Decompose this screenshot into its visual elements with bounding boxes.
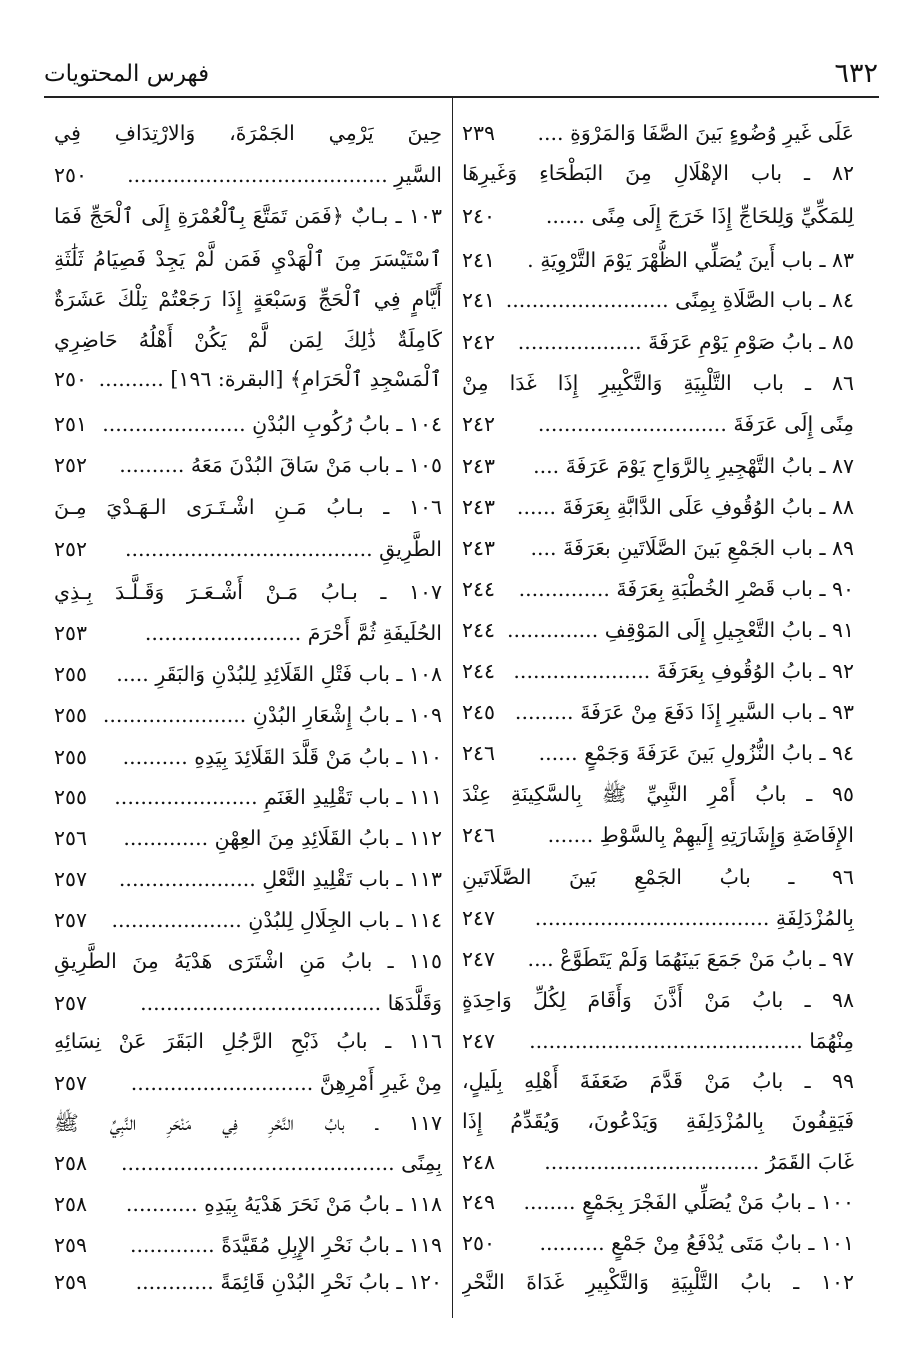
toc-page-number: ٢٤٦ xyxy=(462,823,496,847)
toc-entry-text: حِينَ يَرْمِي الجَمْرَةَ، وَالارْتِدَافِ فِي xyxy=(54,121,442,145)
toc-entry-text: مِنْهُمَا .......................................... xyxy=(529,1029,854,1053)
toc-entry-line xyxy=(462,980,854,1020)
toc-entry-text: ١٠٦ ـ بـابُ مَـنِ اشْـتَـرَى الـهَـدْيَ مِـنَ xyxy=(54,495,442,519)
toc-page-number: ٢٥٠ xyxy=(462,1231,496,1255)
toc-entry-text: ١٢٠ ـ بابُ نَحْرِ البُدْنِ قَائِمَةً ............ xyxy=(135,1270,442,1294)
toc-entry-text: ٱلْمَسْجِدِ ٱلْحَرَامِ﴾ [البقرة: ١٩٦] .......... xyxy=(98,367,442,391)
toc-entry-text: ٩٥ ـ بابُ أَمْرِ النَّبِيِّ ﷺ بِالسَّكِينَةِ عِنْدَ xyxy=(462,782,854,806)
toc-entry-text: ٨٣ ـ باب أَينَ يُصَلِّي الظُّهْرَ يَوْمَ التَّرْوِيَةِ . xyxy=(527,248,854,272)
toc-entry-line xyxy=(462,610,854,650)
toc-entry-line xyxy=(462,569,854,609)
toc-entry-text: ١١٣ ـ باب تَقْلِيدِ النَّعْلِ ..................... xyxy=(118,867,442,891)
toc-entry-line xyxy=(54,777,442,817)
toc-entry-line xyxy=(462,692,854,732)
toc-entry-text: ٨٢ ـ باب الإهْلَالِ مِنَ البَطْحَاءِ وَغَيرِهَا xyxy=(462,161,854,185)
toc-entry-line xyxy=(54,445,442,485)
toc-page-number: ٢٤٧ xyxy=(462,947,496,971)
toc-entry-line xyxy=(462,857,854,897)
header-rule xyxy=(44,96,879,98)
toc-entry-text: ١١٧ ـ بابُ النَّحْرِ فِي مَنْحَرِ النَّبِيِّ ﷺ xyxy=(54,1111,442,1135)
toc-entry-text: ١١٥ ـ بابُ مَنِ اشْتَرَى هَدْيَهُ مِنَ الطَّرِيقِ xyxy=(54,949,442,973)
toc-entry-text: ١٠٧ ـ بـابُ مَـنْ أَشْـعَـرَ وَقَـلَّـدَ بِـذِي xyxy=(54,580,442,604)
toc-entry-line xyxy=(54,239,442,279)
toc-page-number: ٢٥٢ xyxy=(54,537,88,561)
toc-page-number: ٢٤٨ xyxy=(462,1150,496,1174)
toc-entry-line xyxy=(462,815,854,855)
toc-entry-text: فَيَقِفُونَ بِالمُزْدَلِفَةِ وَيَدْعُونَ، وَيُقَدِّمُ إِذَا xyxy=(462,1109,854,1133)
toc-entry-text: عَلَى غَيرِ وُضُوءٍ بَينَ الصَّفَا وَالمَرْوَةِ .... xyxy=(537,121,854,145)
toc-entry-line xyxy=(54,529,442,569)
toc-page-number: ٢٤١ xyxy=(462,248,496,272)
toc-entry-text: ١٠٨ ـ باب فَتْلِ القَلَائِدِ لِلبُدْنِ وَالبَقَرِ ..... xyxy=(116,662,442,686)
toc-page-number: ٢٤٤ xyxy=(462,659,496,683)
toc-entry-line xyxy=(54,1063,442,1103)
toc-entry-line xyxy=(462,939,854,979)
toc-page-number: ٢٤٤ xyxy=(462,618,496,642)
toc-entry-text: ٨٤ ـ باب الصَّلَاةِ بِمِنًى ......................... xyxy=(505,288,854,312)
toc-entry-line xyxy=(54,900,442,940)
toc-entry-line xyxy=(462,153,854,193)
toc-page-number: ٢٤٣ xyxy=(462,454,496,478)
toc-entry-line xyxy=(462,774,854,814)
toc-entry-text: ١٠٠ ـ بابُ مَنْ يُصَلِّي الفَجْرَ بِجَمْعٍ ........ xyxy=(523,1190,854,1214)
toc-entry-text: ١٠٣ ـ بـابٌ ﴿فَمَن تَمَتَّعَ بِٱلْعُمْرَةِ إِلَى ٱلْحَجِّ فَمَا xyxy=(54,204,442,228)
toc-page-number: ٢٤٠ xyxy=(462,204,496,228)
toc-entry-line xyxy=(462,404,854,444)
toc-entry-text: ٩٣ ـ باب السَّيرِ إِذَا دَفَعَ مِنْ عَرَفَةَ ......... xyxy=(514,700,854,724)
toc-entry-line xyxy=(54,196,442,236)
toc-entry-line xyxy=(54,695,442,735)
toc-entry-text: ٨٦ ـ باب التَّلْبِيَةِ وَالتَّكْبِيرِ إِذَا غَدَا مِنْ xyxy=(462,371,854,395)
toc-entry-line xyxy=(462,1182,854,1222)
toc-entry-text: ١١٤ ـ باب الجِلَالِ لِلبُدْنِ .................... xyxy=(111,908,442,932)
toc-page-number: ٢٤٤ xyxy=(462,577,496,601)
toc-entry-text: الحُلَيفَةِ ثُمَّ أَحْرَمَ ........................ xyxy=(144,621,442,645)
toc-entry-text: ٨٧ ـ بابُ التَّهْجِيرِ بِالرَّوَاحِ يَوْمَ عَرَفَةَ .... xyxy=(533,454,854,478)
toc-entry-text: ٩٨ ـ بابُ مَنْ أَذَّنَ وَأَقَامَ لِكُلِّ وَاحِدَةٍ xyxy=(462,988,854,1012)
toc-page-number: ٢٤٩ xyxy=(462,1190,496,1214)
toc-entry-line xyxy=(54,818,442,858)
toc-entry-text: ١١٦ ـ بابُ ذَبْحِ الرَّجُلِ البَقَرَ عَنْ نِسَائِهِ xyxy=(54,1029,442,1053)
toc-entry-line xyxy=(462,1142,854,1182)
toc-entry-text: مِنًى إِلَى عَرَفَةَ ............................. xyxy=(537,412,854,436)
toc-entry-text: بِالمُزْدَلِفَةِ .................................... xyxy=(534,906,854,930)
toc-entry-line xyxy=(462,651,854,691)
toc-page-number: ٢٥٧ xyxy=(54,991,88,1015)
toc-entry-line xyxy=(54,654,442,694)
toc-page-number: ٢٥٩ xyxy=(54,1270,88,1294)
toc-entry-line xyxy=(54,404,442,444)
toc-entry-line xyxy=(54,1103,442,1143)
toc-page-number: ٢٥٦ xyxy=(54,826,88,850)
running-header-title: فهرس المحتويات xyxy=(44,61,210,87)
toc-entry-text: ٨٩ ـ باب الجَمْعِ بَينَ الصَّلَاتَينِ بعَرَفَةَ .... xyxy=(530,536,854,560)
toc-entry-line xyxy=(462,1061,854,1101)
toc-entry-line xyxy=(54,859,442,899)
toc-entry-text: ٱسْتَيْسَرَ مِنَ ٱلْهَدْيِ فَمَن لَّمْ يَجِدْ فَصِيَامُ ثَلَٰثَةِ xyxy=(54,247,442,271)
toc-page-number: ٢٥٧ xyxy=(54,867,88,891)
toc-entry-text: لِلمَكِّيِّ وَلِلحَاجِّ إِذَا خَرَجَ إِلَى مِنًى ...... xyxy=(545,204,854,228)
toc-entry-line xyxy=(54,572,442,612)
toc-page-number: ٢٥٥ xyxy=(54,785,88,809)
toc-entry-line xyxy=(462,1223,854,1263)
toc-page-number: ٢٤٣ xyxy=(462,495,496,519)
toc-entry-text: ١٠٤ ـ بابُ رُكُوبِ البُدْنِ ...................... xyxy=(102,412,442,436)
toc-page-number: ٢٤٧ xyxy=(462,906,496,930)
toc-entry-text: ١١١ ـ باب تَقْلِيدِ الغَنَمِ ...................... xyxy=(114,785,442,809)
toc-entry-text: ٩٧ ـ بابُ مَنْ جَمَعَ بَينَهُمَا وَلَمْ يَتَطَوَّعْ .... xyxy=(527,947,854,971)
toc-entry-text: ١١٨ ـ بابُ مَنْ نَحَرَ هَدْيَهُ بِيَدِهِ ........... xyxy=(125,1192,442,1216)
toc-entry-text: ١٠١ ـ بابٌ مَتَى يُدْفَعُ مِنْ جَمْعٍ .......... xyxy=(539,1231,854,1255)
toc-page-number: ٢٥٣ xyxy=(54,621,88,645)
toc-page-number: ٢٥٥ xyxy=(54,703,88,727)
toc-entry-line xyxy=(54,1184,442,1224)
toc-entry-line xyxy=(54,320,442,360)
toc-entry-line xyxy=(54,487,442,527)
toc-entry-text: الإِفَاضَةِ وَإِشَارَتِهِ إِلَيهِمْ بِالسَّوْطِ ....... xyxy=(547,823,854,847)
toc-entry-text: غَابَ القَمَرُ ................................. xyxy=(544,1150,854,1174)
toc-entry-line xyxy=(462,280,854,320)
toc-entry-line xyxy=(462,240,854,280)
toc-page-number: ٢٤١ xyxy=(462,288,496,312)
toc-entry-text: ١٠٩ ـ بابُ إِشْعَارِ البُدْنِ ...................... xyxy=(102,703,442,727)
toc-entry-text: الطَّرِيقِ ...................................... xyxy=(124,537,442,561)
toc-entry-text: ١١٩ ـ بابُ نَحْرِ الإِبِلِ مُقَيَّدَةً ............. xyxy=(129,1233,442,1257)
toc-entry-line xyxy=(462,1262,854,1302)
toc-entry-line xyxy=(54,1225,442,1265)
toc-entry-text: ٩٢ ـ بابُ الوُقُوفِ بِعَرَفَةَ ..................... xyxy=(513,659,854,683)
toc-entry-text: ٩٤ ـ بابُ النُّزُولِ بَينَ عَرَفَةَ وَجَمْعٍ ...... xyxy=(538,741,854,765)
toc-entry-line xyxy=(54,1262,442,1302)
toc-entry-text: ٩١ ـ بابُ التَّعْجِيلِ إِلَى المَوْقِفِ .............. xyxy=(506,618,854,642)
toc-entry-text: بِمِنًى .......................................... xyxy=(120,1151,442,1175)
toc-entry-text: ١١٠ ـ بابُ مَنْ قَلَّدَ القَلَائِدَ بِيَدِهِ .......... xyxy=(122,745,442,769)
toc-entry-line xyxy=(54,941,442,981)
toc-page-number: ٢٥٠ xyxy=(54,163,88,187)
page-number: ٦٣٢ xyxy=(834,58,878,89)
toc-entry-line xyxy=(54,1143,442,1183)
toc-page-number: ٢٥٩ xyxy=(54,1233,88,1257)
toc-entry-text: ١٠٢ ـ بابُ التَّلْبِيَةِ وَالتَّكْبِيرِ غَدَاةَ النَّحْرِ xyxy=(462,1270,854,1294)
toc-entry-line xyxy=(462,487,854,527)
toc-entry-line xyxy=(462,196,854,236)
toc-entry-line xyxy=(54,613,442,653)
toc-page-number: ٢٣٩ xyxy=(462,121,496,145)
toc-page-number: ٢٤٦ xyxy=(462,741,496,765)
toc-entry-text: ٩٠ ـ باب قَصْرِ الخُطْبَةِ بِعَرَفَةَ .............. xyxy=(518,577,854,601)
toc-entry-line xyxy=(54,983,442,1023)
toc-entry-text: ٩٦ ـ بابُ الجَمْعِ بَينَ الصَّلَاتَينِ xyxy=(462,865,854,889)
toc-page-number: ٢٥١ xyxy=(54,412,88,436)
toc-page-number: ٢٥٢ xyxy=(54,453,88,477)
toc-entry-text: أَيَّامٍ فِي ٱلْحَجِّ وَسَبْعَةٍ إِذَا رَجَعْتُمْ تِلْكَ عَشَرَةٌ xyxy=(54,287,442,311)
toc-entry-line xyxy=(54,1021,442,1061)
toc-page-number: ٢٥٧ xyxy=(54,1071,88,1095)
toc-page-number: ٢٥٠ xyxy=(54,367,88,391)
toc-entry-line xyxy=(462,1101,854,1141)
toc-entry-line xyxy=(462,113,854,153)
toc-entry-line xyxy=(462,898,854,938)
toc-entry-text: ١١٢ ـ بابُ القَلَائِدِ مِنَ العِهْنِ ............. xyxy=(123,826,442,850)
toc-entry-line xyxy=(54,737,442,777)
toc-page-number: ٢٥٥ xyxy=(54,745,88,769)
toc-page-number: ٢٥٧ xyxy=(54,908,88,932)
toc-entry-text: ٨٨ ـ بابُ الوُقُوفِ عَلَى الدَّابَّةِ بِعَرَفَةَ ...... xyxy=(516,495,854,519)
toc-page-number: ٢٤٥ xyxy=(462,700,496,724)
column-divider xyxy=(452,98,453,1318)
toc-page-number: ٢٥٨ xyxy=(54,1192,88,1216)
toc-page-number: ٢٤٧ xyxy=(462,1029,496,1053)
toc-page-number: ٢٤٢ xyxy=(462,330,496,354)
toc-entry-line xyxy=(462,363,854,403)
toc-page-number: ٢٤٣ xyxy=(462,536,496,560)
toc-entry-line xyxy=(54,113,442,153)
toc-entry-text: السَّيرِ ........................................ xyxy=(127,163,442,187)
toc-entry-text: ١٠٥ ـ باب مَنْ سَاقَ البُدْنَ مَعَهُ .......... xyxy=(119,453,442,477)
toc-entry-line xyxy=(54,155,442,195)
toc-entry-line xyxy=(54,279,442,319)
toc-entry-line xyxy=(462,446,854,486)
toc-entry-line xyxy=(462,322,854,362)
toc-page-number: ٢٤٢ xyxy=(462,412,496,436)
toc-entry-text: مِنْ غَيرِ أَمْرِهِنَّ ............................ xyxy=(130,1071,442,1095)
toc-page-number: ٢٥٥ xyxy=(54,662,88,686)
toc-entry-text: ٩٩ ـ بابُ مَنْ قَدَّمَ ضَعَفَةَ أَهْلِهِ بِلَيلٍ، xyxy=(462,1069,854,1093)
toc-entry-line xyxy=(462,1021,854,1061)
toc-entry-text: كَامِلَةٌ ذَٰلِكَ لِمَن لَّمْ يَكُنْ أَهْلُهُ حَاضِرِي xyxy=(54,328,442,352)
toc-entry-line xyxy=(462,733,854,773)
toc-entry-line xyxy=(462,528,854,568)
toc-entry-line xyxy=(54,359,442,399)
toc-entry-text: ٨٥ ـ بابُ صَوْمِ يَوْمِ عَرَفَةَ ................... xyxy=(517,330,854,354)
toc-page-number: ٢٥٨ xyxy=(54,1151,88,1175)
toc-entry-text: وَقَلَّدَهَا ..................................... xyxy=(140,991,442,1015)
